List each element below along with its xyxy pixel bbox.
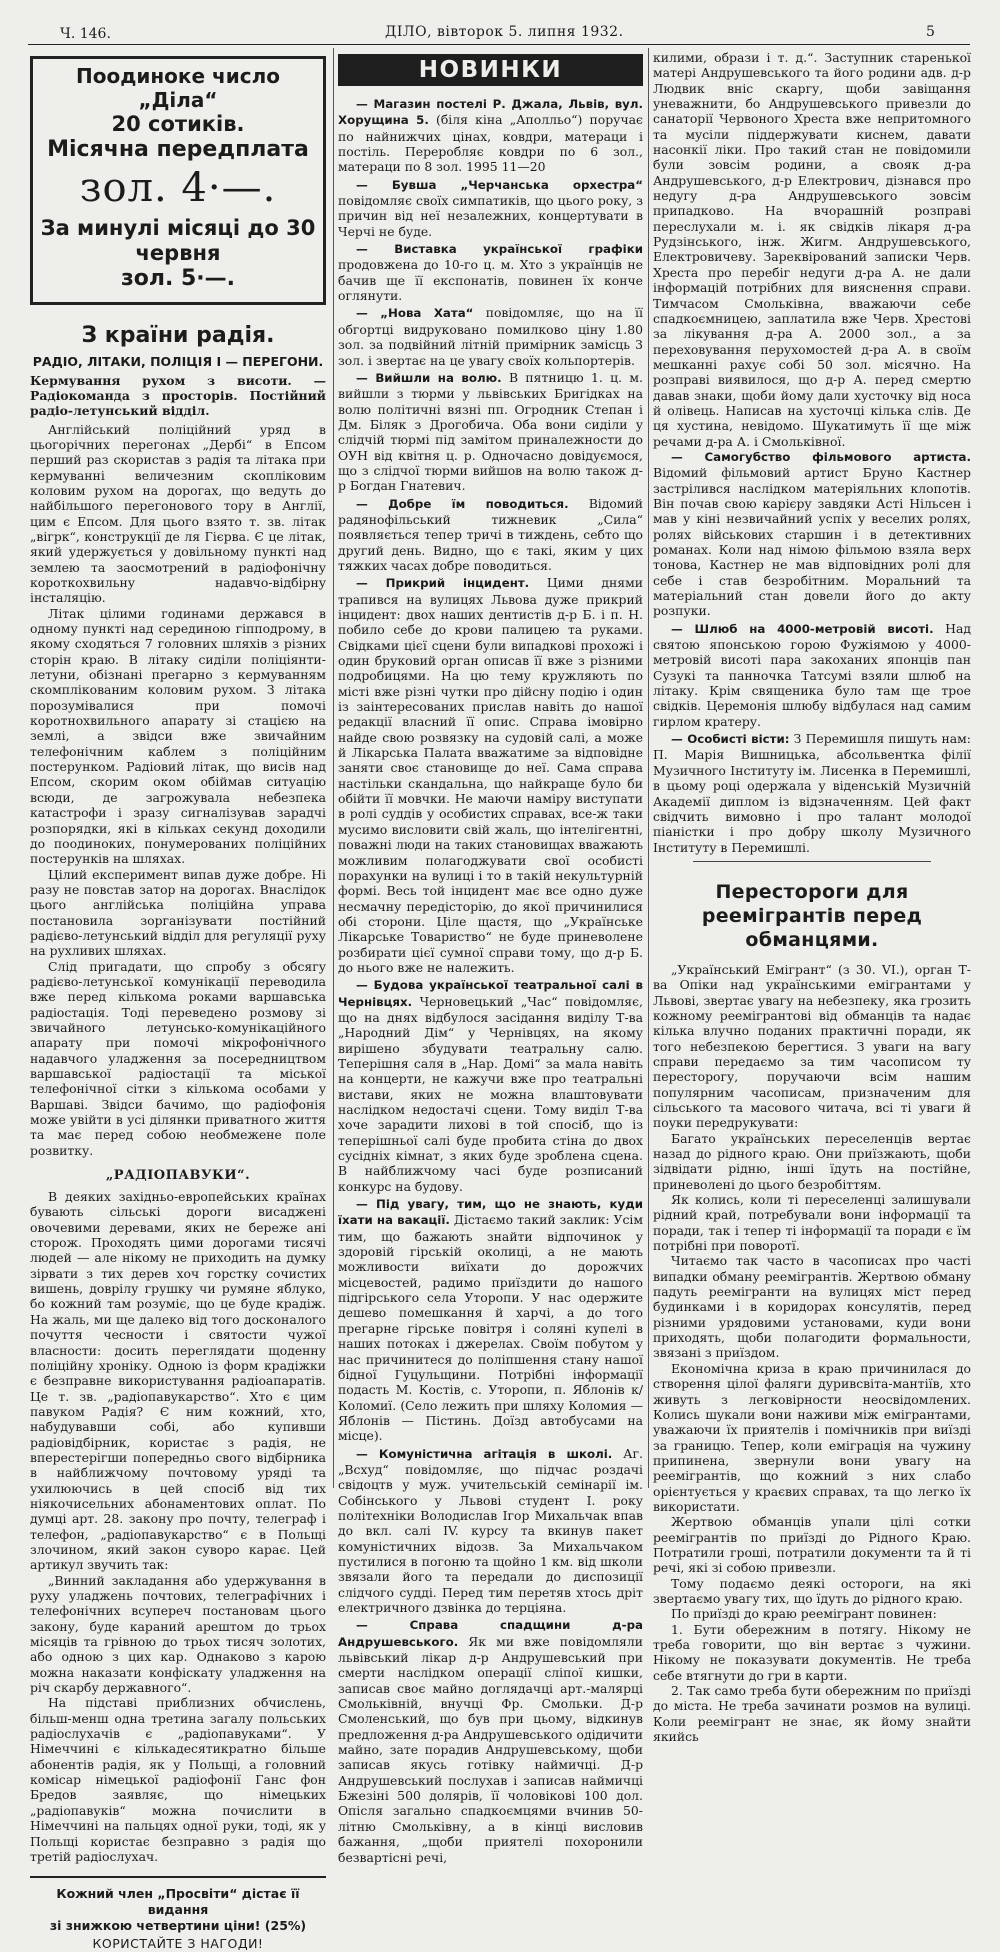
news-item-body: Дістаємо такий заклик: Усім тим, що бажають знайти відпочинок у здоровій гірській околиці, а не мають можливости виїхати до дорожчих місцевостей, радимо приїздити до нашого підгірського села Уторопи. У нас одержите дешево помешкання й харчі, а до того прегарне гірське повітря і соляні купелі в наших потоках і джерелах. Своїм побутом у нас причинитеся до поліпшення стану нашої бідної Гуцульщини. Потрібні інформації подасть М. Костів, с. Уторопи, п. Яблонів к/Коломиї. (Село лежить при шляху Коломия — Яблонів — Пістинь. Доїзд автобусами на місце).: [338, 1212, 643, 1444]
news-item: [338, 575, 643, 975]
news-item: [338, 1196, 643, 1444]
news-item: [338, 96, 643, 175]
header-rule: [28, 44, 970, 45]
article-paragraph: Як колись, коли ті переселенці залишували рідний край, потребували вони інформації та поради, так і тепер ті інформації та поради є їм потрібні при поворотї.: [653, 1192, 971, 1254]
news-item-headline: — Будова української театральної салі в Чернівцях.: [338, 978, 643, 1009]
promo-line: Поодиноке число „Діла“: [75, 64, 281, 112]
news-item: [338, 1446, 643, 1616]
news-item-headline: — Виставка української графіки: [356, 242, 643, 257]
article-paragraph: Англійський поліційний уряд в цьогорічних перегонах „Дербі“ в Епсом перший раз скористав з радія та літака при кермуванні величезним скопліковим коловим рухом на дорогах, що ведуть до найбільшого перегонового тору в Англії, цим є Епсом. Для цього взято т. зв. літак „вігрк“, конструкції де ля Гієрва. Є це літак, який удержується у довільному пункті над землею та заосмотрений в радіофонічну короткохвильну надавчо-відбірну інсталяцію.: [30, 421, 326, 606]
article-title: Перестороги для реемігрантів перед обманцями.: [701, 880, 923, 951]
column-3: [653, 50, 971, 1745]
news-item-body: Відомий радянофільський тижневик „Сила“ появляється тепер тричі в тиждень, себто що другий день. Видно, що є такі, яким у цих тяжких часах добре поводиться.: [338, 495, 643, 573]
news-item-headline: — Шлюб на 4000-метровій висоті.: [671, 621, 934, 636]
news-item-headline: — Комуністична агітація в школі.: [356, 1446, 613, 1461]
promo-line: За минулі місяці до 30 червня: [40, 216, 316, 265]
news-item-headline: — Бувша „Черчанська орхестра“: [356, 177, 643, 192]
ad-line: Кожний член „Просвіти“ дістає її видання: [56, 1886, 300, 1918]
article-paragraph: Слід пригадати, що спробу з обсягу радієво-летунської комунікації переводила вже перед кількома роками варшавська радіостація. Тоді переведено розмову зі звичайного летунсько-комунікаційного апарату при помочі мікрофонічного надавчого уладження за посередництвом варшавської радіостації та міської телефонічної сітки з кількома особами у Варшаві. Звідси бачимо, що радіофонія може увійти в усі ділянки приватного життя та має перед собою необмежене поле розвитку.: [30, 958, 326, 1158]
news-item-body: повідомляє своїх симпатиків, що цього року, з причин від неї незалежних, концертувати в Черчі не буде.: [338, 193, 643, 239]
promo-price: зол. 5·—.: [120, 265, 236, 291]
news-item: [338, 1617, 643, 1865]
article-paragraph: Тому подаємо деякі остороги, на які звертаємо увагу тих, що їдуть до рідного краю.: [653, 1575, 971, 1606]
ad-call: КОРИСТАЙТЕ З НАГОДИ!: [92, 1936, 264, 1952]
news-item: [338, 305, 643, 367]
article-paragraph: Економічна криза в краю причинилася до створення цілої фаляги дуривсвіта-мантіїв, хто живуть з легковірности неосвідомлених. Колись шукали вони наживи між емігрантами, уважаючи їх приятелів і помічників при виїзді за границю. Тепер, коли еміграція на чужину припинена, звернули вони увагу на реемігрантів, що кожний з них слабо орієнтується у краєвих справах, та що легко їх використати.: [653, 1360, 971, 1514]
article-title: З країни радія.: [81, 322, 275, 348]
news-item: [338, 241, 643, 303]
separator-rule: [693, 861, 931, 862]
article-paragraph: „Український Емігрант“ (з 30. VI.), орган Т-ва Опіки над українськими емігрантами у Львові, звертає увагу на небезпеку, яка грозить кожному реемігрантові від обманців та надає кілька влучно поданих практичні поради, як того небезпекою берегтися. З уваги на вагу справи передаємо за тим часописом ту пересторогу, поручаючи всім нашим популярним часописам, призначеним для сільського та масового читача, всі ті уваги й поуки передрукувати:: [653, 961, 971, 1131]
article-lead: Кермування рухом з висоти. — Радіокоманда з просторів. Постійний радіо-летунський відділ.: [30, 372, 326, 418]
news-item-body: Як ми вже повідомляли львівський лікар д-р Андрушевський при смерти наслідком операції сліпої кишки, записав своє майно доглядачці арт.-малярці Смольківній, внучці Фр. Смольки. Д-р Смоленський, що був при цьому, відкинув предложення д-ра Андрушевського одідичити майно, зате порадив Андрушевському, щоби записав якусь готівку наймичці. Д-р Андрушевський послухав і записав наймичці Бжезіні 500 долярів, її чоловікові 100 дол. Опісля загально спадкоємцями вчинив 50-літню Смольківну, а в кінці висловив бажання, „щоби приятелі похоронили безвартісні речі,: [338, 1633, 643, 1865]
news-item: [338, 496, 643, 574]
news-item-body: В пятницю 1. ц. м. вийшли з тюрми у львівських Бригідках на волю політичні вязні пп. Огродник Степан і Дм. Біляк з Дрогобича. Оба вони сиділи у слідчій тюрмі під замітом приналежности до ОУН від квітня ц. р. Одночасно довідуємося, що з слідчої тюрми вийшов на волю також д-р Богдан Гнатевич.: [338, 369, 643, 494]
column-2: [338, 50, 644, 1865]
news-item-headline: — Самогубство фільмового артиста.: [671, 449, 971, 464]
news-item-body: Відомий фільмовий артист Бруно Кастнер застрілився наслідком матеріяльних клопотів. Він почав свою карієру завдяки Асті Нільсен і мав у кіні незвичайний успіх у веселих ролях, ролях військових старшин і в детективних романах. Коли над німою фільмою взяла верх тонова, Кастнер не мав відповідних ролі для себе і став безробітним. Моральний та матеріальний стан довели його до акту розпуки.: [653, 465, 971, 619]
column-divider: [648, 48, 649, 1488]
article-paragraph: 2. Так само треба бути обережним по приїзді до міста. Не треба зачинати розмов на вулиці. Коли реемігрант не знає, як йому знайти якийсь: [653, 1683, 971, 1745]
column-1: [30, 50, 326, 1952]
news-item-headline: — Прикрий інцидент.: [356, 576, 530, 591]
news-item-body: Цими днями трапився на вулицях Львова дуже прикрий інцидент: двох наших дентистів д-р Б. і п. Н. побило себе до крови палицею та руками. Свідками цієї сцени були випадкові прохожі і один бруковий орган описав її вже з різними подробицями. На цю тему кружляють по місті вже різні чутки про дійсну подію і один із заінтересованих прислав навіть до нашої редакції власний її опис. Справа імовірно найде свою розвязку на судовій салі, а може й Лікарська Палата вважатиме за відповідне заняти своє становище до неї. Сама справа настільки скандальна, що найкраще було би обійти її мовчки. Не маючи наміру виступати в ролі суддів у особистих справах, все-ж таки мусимо висловити свій жаль, що інтелігентні, поважні люди на таких становищах вважають можливим полагоджувати свої особисті порахунки на вулиці і то в такій некультурній формі. Весь той інцидент має все одно дуже несмачну передісторію, до якої причинилися обі сторони. Ціле щастя, що „Українське Лікарське Товариство“ не буде приневолене розбирати цієї сумної справи тому, що д-р Б. до нього вже не належить.: [338, 575, 644, 975]
news-item-body: продовжена до 10-го ц. м. Хто з українців не бачив ще її експонатів, повинен їх конче оглянути.: [338, 257, 643, 304]
news-item-headline: — Справа спадщини д-ра Андрушевського.: [338, 1618, 643, 1649]
news-item: [338, 977, 643, 1194]
news-item: [338, 177, 643, 239]
news-item-body: повідомляє, що на її обгортці видруковано помилково ціну 1.80 зол. за подвійний літній примірник замісць 3 зол. і звертає на це увагу своїх кольпортерів.: [338, 305, 643, 368]
promo-price: зол. 4·—.: [79, 164, 277, 211]
news-item: [653, 621, 971, 729]
column-divider: [333, 48, 334, 1488]
news-item: [653, 449, 971, 619]
news-item: [653, 731, 971, 855]
news-item-headline: — Особисті вісти:: [671, 732, 790, 747]
news-item-body: (біля кіна „Аполльо“) поручає по найнижчих цінах, ковдри, матераци і постіль. Переробляє ковдри по 6 зол., матераци по 8 зол. 1995 11—20: [338, 112, 643, 175]
article-paragraph: По приїзді до краю реемігрант повинен:: [671, 1606, 937, 1622]
news-item-body: Черновецький „Час“ повідомляє, що на днях відбулося засідання виділу Т-ва „Народний Дім“ у Чернівцях, на якому вирішено збудувати театральну салю. Теперішня саля в „Нар. Домі“ за мала навіть на концерти, не кажучи вже про театральні вистави, яких не можна влаштовувати наслідком недостачі сцени. Тому виділ Т-ва хоче зарадити лихові в той спосіб, що із теперішньої салі буде пробита стіна до двох сусідніх кімнат, з яких буде зроблена сцена. В найближчому часі буде розписаний конкурс на будову.: [338, 993, 643, 1194]
news-item-headline: — Під увагу, тим, що не знають, куди їхати на вакації.: [338, 1197, 643, 1228]
news-item-body: Аг. „Всхуд“ повідомляє, що підчас роздачі свідоцтв у муж. учительській семінарії ім. Собінського у Львові студент І. року політехніки Володислав Ігор Михальчак впав до вкл. салі IV. курсу та вкинув пакет комуністичних відозв. За Михальчаком пустилися в погоню та щойно 1 км. від школи звязали його та передали до диспозиції слідчого судді. Перед тим перетяв хтось дріт електричного дзвінка до терціяна.: [338, 1445, 643, 1615]
article-subtitle: РАДІО, ЛІТАКИ, ПОЛІЦІЯ І — ПЕРЕГОНИ.: [32, 353, 324, 369]
article-paragraph: В деяких західньо-европейських країнах бувають сільські дороги висаджені овочевими деревами, яких не береже ані сторож. Проходять цими дорогами тисячі людей — але нікому не приходить на думку зірвати з тих дерев хоч горстку сочистих вишень, доврілу грушку чи румяне яблуко, бо кожний там розуміє, що це буде крадіж. На жаль, ми ще далеко від того досконалого почуття чесности і святости чужої власности: досить переглядати щоденну поліційну хроніку. Одною із форм крадіжки є безправне використування радіоапаратів. Це т. зв. „радіопавукарство“. Хто є цим павуком Радія? Є ним кожний, хто, набудувавши собі, або купивши радіовідбірник, користає з радія, не вперестерігши попередньо свого відбірника в найближчому почтовому уряді та ухилюючись в цей спосіб від тих ніякочисельних абонаментових оплат. По думці арт. 28. закону про почту, телеграф і телефон, „радіопавукарство“ є в Польщі злочином, який закон суворо карає. Цей артикул звучить так:: [30, 1189, 326, 1573]
promo-line: 20 сотиків.: [111, 112, 245, 137]
article-quote: „Винний закладання або удержування в руху уладжень почтових, телеграфічних і телефонічних всупереч постановам цього закону, буде караний арештом до трьох місяців та грівною до трьох тисяч золотих, або одною з цих кар. Однаково з карою можна наказати конфіскату уладження на річ скарбу державного“.: [30, 1572, 326, 1696]
article-paragraph: килими, образи і т. д.“. Заступник старенької матері Андрушевського та його родини адв. д-р Людвик вніс скаргу, щоби завіщання уневажнити, бо Андрушевського привезли до санаторії Червоного Хреста вже непритомного та мусіли піддержувати киснем, давати насонкії ліки. Про такий стан не повідомили були зовсім родини, а свояк д-ра Андрушевського, д-р Електрович, дізнався про недугу д-ра Андрушевського зовсім припадково. На вчорашній розправі переслухали м. і. як свідків лікаря д-ра Рудзінського, інж. Жигм. Андрушевського, Електровичеву. Зареквірований записки Черв. Хреста про перебіг недуги д-ра А. не дали інформацій потрібних для вияснення справи. Тимчасом Смольківна, вважаючи себе спадкоємницею, заплатила вже Черв. Хрестові за лікування д-ра А. 2000 зол., а за переховування перухомостей д-ра А. в своїм мешканні рахує собі 50 зол. місячно. На розправі виявилося, що д-р А. перед смертю давав знаки, щоби йому дали хусточку від носа й олівець. Написав на хусточці кілька слів. Де ця хустина, невідомо. Шукатимуть її ще між речами д-ра А. і Смольківної.: [653, 50, 971, 449]
news-item-body: Над святою японською горою Фужіямою у 4000-метровій висоті пара закоханих японців пан Сузукі та панночка Татсумі взяли шлюб на літаку. Крім священика було там ще трое свідків. Церемонія шлюбу відбулася над самим гирлом кратеру.: [653, 620, 971, 729]
issue-number: Ч. 146.: [60, 26, 111, 42]
news-banner: НОВИНКИ: [338, 54, 643, 86]
page-number: 5: [926, 24, 935, 40]
prosvita-ad: [30, 1876, 326, 1952]
article-paragraph: Читаємо так часто в часописах про часті випадки обману реемігрантів. Жертвою обману падуть реемігранти на вулицях міст перед будинками і в коридорах консулятів, перед різними урядовими установами, куди вони приходять, щоби полагодити формальности, звязані з приїздом.: [653, 1253, 971, 1361]
news-item-headline: — Вийшли на волю.: [356, 370, 502, 385]
article-paragraph: Літак цілими годинами держався в одному пункті над серединою гіпподрому, в якому сходяться 7 головних шляхів з різних сторін краю. В літаку сиділи поліціянти-летуни, обізнані прегарно з кермуванням скомплікованим коловим рухом. З літака порозумівалися при помочі коротнохвильного апарату зі стацією на землі, а звідси вже звичайним телефонічним каблем з поліційним постерунком. Радіовий літак, що висів над Епсом, скорим оком обіймав ситуацію всюди, де загрожувала небезпека катастрофи і зразу сигналізував зарадчі розпорядки, які в кільках секунд доходили до поодиноких, понумерованих поліційних постерунків на шляхах.: [30, 605, 326, 867]
page-header: [0, 0, 1000, 50]
masthead-date: ДІЛО, вівторок 5. липня 1932.: [385, 24, 624, 40]
news-item-body: З Перемишля пишуть нам: П. Марія Вишницька, абсольвентка філії Музичного Інституту ім. Лисенка в Перемишлі, в цьому році одержала у віденській Музичній Академії диплом із відзначенням. Цей факт свідчить вимовно і про талант молодої піаністки і про добру школу Музичного Інституту в Перемишлі.: [653, 731, 971, 855]
news-item: [338, 370, 643, 494]
article-paragraph: 1. Бути обережним в потягу. Нікому не треба говорити, що він вертає з чужини. Нікому не показувати документів. Не треба себе втягнути до гри в карти.: [653, 1621, 971, 1683]
promo-line: Місячна передплата: [47, 136, 309, 162]
article-paragraph: Жертвою обманців упали цілі сотки реемігрантів по приїзді до Рідного Краю. Потратили гроші, потратили документи та й ті речі, які зі собою привезли.: [653, 1514, 971, 1576]
news-item-headline: — „Нова Хата“: [356, 306, 474, 321]
subscription-box: [30, 56, 326, 305]
news-item-headline: — Магазин постелі Р. Джала, Львів, вул. Хорущина 5.: [338, 97, 643, 128]
ad-line: зі знижкою четвертини ціни! (25%): [49, 1918, 307, 1934]
article-paragraph: Цілий експеримент випав дуже добре. Ні разу не повстав затор на дорогах. Внаслідок цього англійська поліційна управа постановила зорганізувати постійний радієво-летунський відділ для регуляції руху на рухливих шляхах.: [30, 866, 326, 959]
article-paragraph: На підставі приблизних обчислень, більш-менш одна третина загалу польських радіослухачів є „радіопавуками“. У Німеччині є кількадесятикратно більше абонентів радія, як у Польщі, а головний комісар німецької радіофонії Ганс фон Бредов заявляє, що німецьких „радіопавуків“ можна почислити в Німеччині на пальцях одної руки, тоді, як у Польщі користає безправно з радія що третій радіослухач.: [30, 1695, 326, 1864]
article-paragraph: Багато українських переселенців вертає назад до рідного краю. Они приїзжають, щоби зідвідати рідню, інші їдуть на постійне, приневолені до цього безробіттям.: [653, 1130, 971, 1192]
news-item-headline: — Добре їм поводиться.: [356, 496, 569, 511]
article-subhead: „РАДІОПАВУКИ“.: [105, 1168, 251, 1184]
